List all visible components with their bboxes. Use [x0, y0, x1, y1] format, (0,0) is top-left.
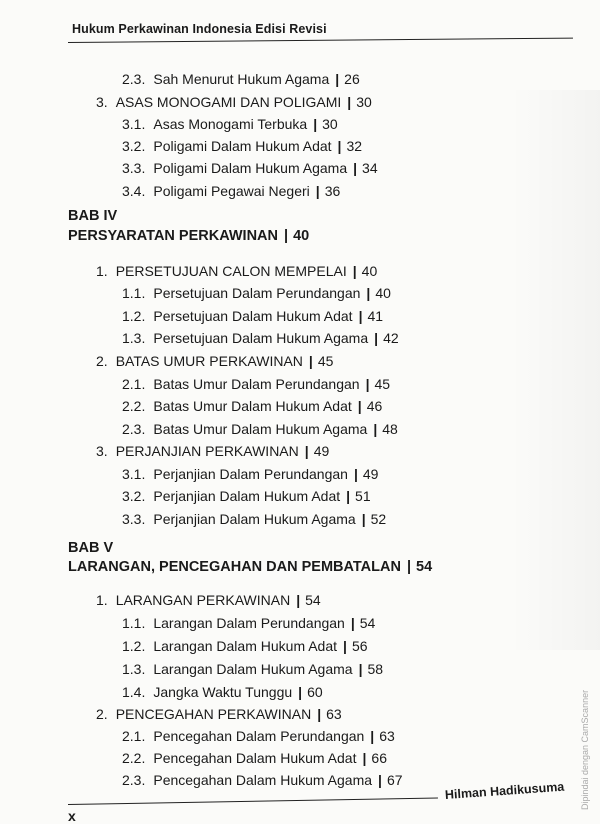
- toc-entry-number: 3.1.: [122, 466, 146, 482]
- toc-entry: [122, 614, 375, 632]
- toc-entry-title: Asas Monogami Terbuka: [153, 116, 308, 132]
- toc-entry: [122, 137, 362, 155]
- toc-separator: |: [347, 94, 352, 110]
- toc-entry-page: 41: [367, 308, 384, 324]
- toc-separator: |: [343, 638, 347, 654]
- toc-entry-number: 2.3.: [122, 421, 146, 437]
- toc-entry-title: Pencegahan Dalam Hukum Agama: [153, 772, 373, 788]
- toc-entry-title: Perjanjian Dalam Hukum Agama: [153, 511, 356, 527]
- toc-entry-number: 3.1.: [122, 116, 146, 132]
- toc-entry-number: 3.: [96, 443, 108, 459]
- toc-entry-page: 63: [326, 706, 342, 722]
- toc-entry-title: Poligami Dalam Hukum Agama: [153, 160, 348, 176]
- toc-entry: [122, 487, 371, 505]
- toc-entry: [122, 771, 403, 789]
- toc-separator: |: [358, 661, 363, 677]
- toc-entry-number: 2.2.: [122, 750, 146, 766]
- toc-entry: [122, 307, 383, 325]
- toc-entry: [122, 420, 398, 438]
- toc-entry: [122, 637, 368, 655]
- toc-entry: [96, 705, 342, 723]
- toc-entry-number: 3.2.: [122, 488, 146, 504]
- toc-entry: [122, 510, 386, 528]
- toc-separator: |: [337, 138, 342, 154]
- toc-entry-number: 1.2.: [122, 638, 146, 654]
- toc-entry-page: 30: [322, 116, 338, 132]
- toc-entry-page: 40: [375, 285, 391, 301]
- toc-separator: |: [353, 466, 358, 482]
- toc-entry-title: Pencegahan Dalam Perundangan: [153, 728, 365, 744]
- toc-entry-number: 3.3.: [122, 511, 146, 527]
- toc-entry-title: Larangan Dalam Hukum Adat: [153, 638, 338, 654]
- footer-rule: [68, 798, 438, 805]
- toc-entry-page: 67: [386, 772, 403, 788]
- toc-entry-title: Pencegahan Dalam Hukum Adat: [153, 750, 357, 766]
- toc-entry-title: PERSETUJUAN CALON MEMPELAI: [115, 263, 347, 279]
- toc-entry: [96, 591, 321, 609]
- toc-entry-number: 2.: [96, 353, 108, 369]
- toc-entry: [122, 683, 323, 701]
- toc-entry-title: Poligami Dalam Hukum Adat: [153, 138, 332, 154]
- toc-entry-page: 52: [370, 511, 387, 527]
- running-header: Hukum Perkawinan Indonesia Edisi Revisi: [72, 22, 327, 36]
- toc-entry-title: LARANGAN PERKAWINAN: [115, 592, 291, 608]
- toc-entry-page: 45: [317, 353, 334, 369]
- toc-entry: [122, 660, 383, 678]
- toc-entry-page: 49: [362, 466, 379, 482]
- toc-entry-title: BATAS UMUR PERKAWINAN: [115, 353, 303, 369]
- toc-entry-title: Perjanjian Dalam Perundangan: [153, 466, 348, 482]
- toc-separator: |: [315, 183, 320, 199]
- toc-entry: [96, 352, 333, 370]
- toc-entry-number: 2.2.: [122, 398, 146, 414]
- scanner-watermark: Dipindai dengan CamScanner: [580, 689, 590, 810]
- toc-entry-number: 2.1.: [122, 728, 146, 744]
- toc-entry-page: 34: [362, 160, 378, 176]
- toc-entry: [122, 375, 390, 393]
- toc-entry: [122, 115, 338, 133]
- toc-separator: |: [313, 116, 318, 132]
- toc-entry-page: 32: [346, 138, 363, 154]
- toc-entry-title: Jangka Waktu Tunggu: [153, 684, 293, 700]
- toc-entry: [96, 262, 377, 280]
- toc-entry: [122, 182, 340, 200]
- toc-separator: |: [374, 330, 379, 346]
- toc-separator: |: [304, 443, 309, 459]
- toc-entry-title: Batas Umur Dalam Hukum Agama: [153, 421, 368, 437]
- toc-entry-page: 48: [382, 421, 398, 437]
- toc-entry-number: 1.3.: [122, 661, 146, 677]
- toc-entry: [122, 727, 395, 745]
- toc-entry-page: 42: [383, 330, 399, 346]
- toc-entry: [122, 284, 391, 302]
- toc-separator: |: [346, 488, 351, 504]
- bab-iv-label: BAB IV: [68, 208, 118, 224]
- toc-entry: [122, 465, 378, 483]
- toc-separator: |: [357, 398, 362, 414]
- toc-entry-title: ASAS MONOGAMI DAN POLIGAMI: [115, 94, 342, 110]
- toc-entry-page: 40: [361, 263, 378, 279]
- toc-entry-number: 1.: [96, 592, 108, 608]
- toc-entry-page: 30: [356, 94, 372, 110]
- toc-entry-page: 54: [305, 592, 321, 608]
- toc-entry-page: 54: [359, 615, 376, 631]
- toc-entry-title: Perjanjian Dalam Hukum Adat: [153, 488, 341, 504]
- bab-v-page: 54: [416, 559, 433, 575]
- toc-entry-title: PENCEGAHAN PERKAWINAN: [115, 706, 312, 722]
- toc-entry-title: Batas Umur Dalam Perundangan: [153, 376, 360, 392]
- toc-entry-number: 3.3.: [122, 160, 146, 176]
- toc-entry: [122, 749, 387, 767]
- toc-separator: |: [317, 706, 322, 722]
- toc-entry-number: 2.3.: [122, 772, 146, 788]
- toc-separator: |: [361, 511, 366, 527]
- toc-entry-number: 2.1.: [122, 376, 146, 392]
- toc-separator: |: [370, 728, 375, 744]
- bab-v-title-text: LARANGAN, PENCEGAHAN DAN PEMBATALAN: [68, 559, 401, 575]
- toc-separator: |: [353, 160, 358, 176]
- toc-separator: |: [378, 772, 382, 788]
- toc-entry-title: Sah Menurut Hukum Agama: [153, 71, 330, 87]
- toc-entry-number: 3.4.: [122, 183, 146, 199]
- toc-entry: [122, 397, 382, 415]
- toc-entry: [96, 442, 329, 460]
- toc-entry-number: 1.4.: [122, 684, 146, 700]
- toc-entry-number: 2.: [96, 706, 108, 722]
- toc-entry-page: 60: [307, 684, 323, 700]
- toc-entry-title: Poligami Pegawai Negeri: [153, 183, 310, 199]
- toc-separator: |: [362, 750, 367, 766]
- bab-v-title: LARANGAN, PENCEGAHAN DAN PEMBATALAN | 54: [68, 559, 433, 575]
- toc-separator: |: [373, 421, 378, 437]
- toc-entry-title: Larangan Dalam Hukum Agama: [153, 661, 353, 677]
- toc-entry-title: Persetujuan Dalam Hukum Adat: [153, 308, 353, 324]
- toc-entry-page: 63: [379, 728, 395, 744]
- page-number: x: [68, 808, 76, 824]
- toc-entry-page: 46: [366, 398, 383, 414]
- bab-v-label: BAB V: [68, 540, 114, 556]
- bab-iv-page: 40: [293, 228, 310, 244]
- bab-iv-title-text: PERSYARATAN PERKAWINAN: [68, 228, 279, 244]
- toc-separator: |: [308, 353, 313, 369]
- bleed-through-shadow: [510, 90, 600, 650]
- toc-entry-number: 1.1.: [122, 615, 146, 631]
- toc-separator: |: [365, 376, 370, 392]
- toc-entry-page: 58: [367, 661, 384, 677]
- toc-separator: |: [350, 615, 355, 631]
- toc-entry-page: 49: [313, 443, 330, 459]
- footer-author: Hilman Hadikusuma: [444, 779, 565, 802]
- toc-entry-title: Batas Umur Dalam Hukum Adat: [153, 398, 352, 414]
- toc-entry-title: PERJANJIAN PERKAWINAN: [115, 443, 299, 459]
- toc-separator: |: [298, 684, 303, 700]
- toc-separator: |: [335, 71, 340, 87]
- toc-separator: |: [296, 592, 301, 608]
- toc-entry: [122, 329, 399, 347]
- toc-separator: |: [358, 308, 363, 324]
- toc-entry-page: 66: [371, 750, 387, 766]
- bab-iv-title: PERSYARATAN PERKAWINAN | 40: [68, 228, 310, 244]
- toc-separator: |: [352, 263, 357, 279]
- toc-entry-page: 45: [374, 376, 391, 392]
- toc-entry-number: 2.3.: [122, 71, 146, 87]
- toc-entry-title: Larangan Dalam Perundangan: [153, 615, 345, 631]
- toc-entry-number: 3.: [96, 94, 108, 110]
- toc-entry-number: 1.: [96, 263, 108, 279]
- toc-entry-title: Persetujuan Dalam Hukum Agama: [153, 330, 369, 346]
- toc-entry: [122, 70, 360, 88]
- toc-entry: [96, 93, 372, 111]
- header-rule: [68, 38, 573, 43]
- toc-entry-page: 36: [324, 183, 341, 199]
- toc-entry-number: 1.3.: [122, 330, 146, 346]
- toc-entry-number: 3.2.: [122, 138, 146, 154]
- toc-entry-number: 1.2.: [122, 308, 146, 324]
- toc-entry-page: 26: [344, 71, 360, 87]
- toc-entry-number: 1.1.: [122, 285, 146, 301]
- toc-entry-page: 51: [355, 488, 371, 504]
- toc-entry-page: 56: [351, 638, 368, 654]
- toc-entry-title: Persetujuan Dalam Perundangan: [153, 285, 361, 301]
- toc-entry: [122, 159, 378, 177]
- toc-separator: |: [366, 285, 371, 301]
